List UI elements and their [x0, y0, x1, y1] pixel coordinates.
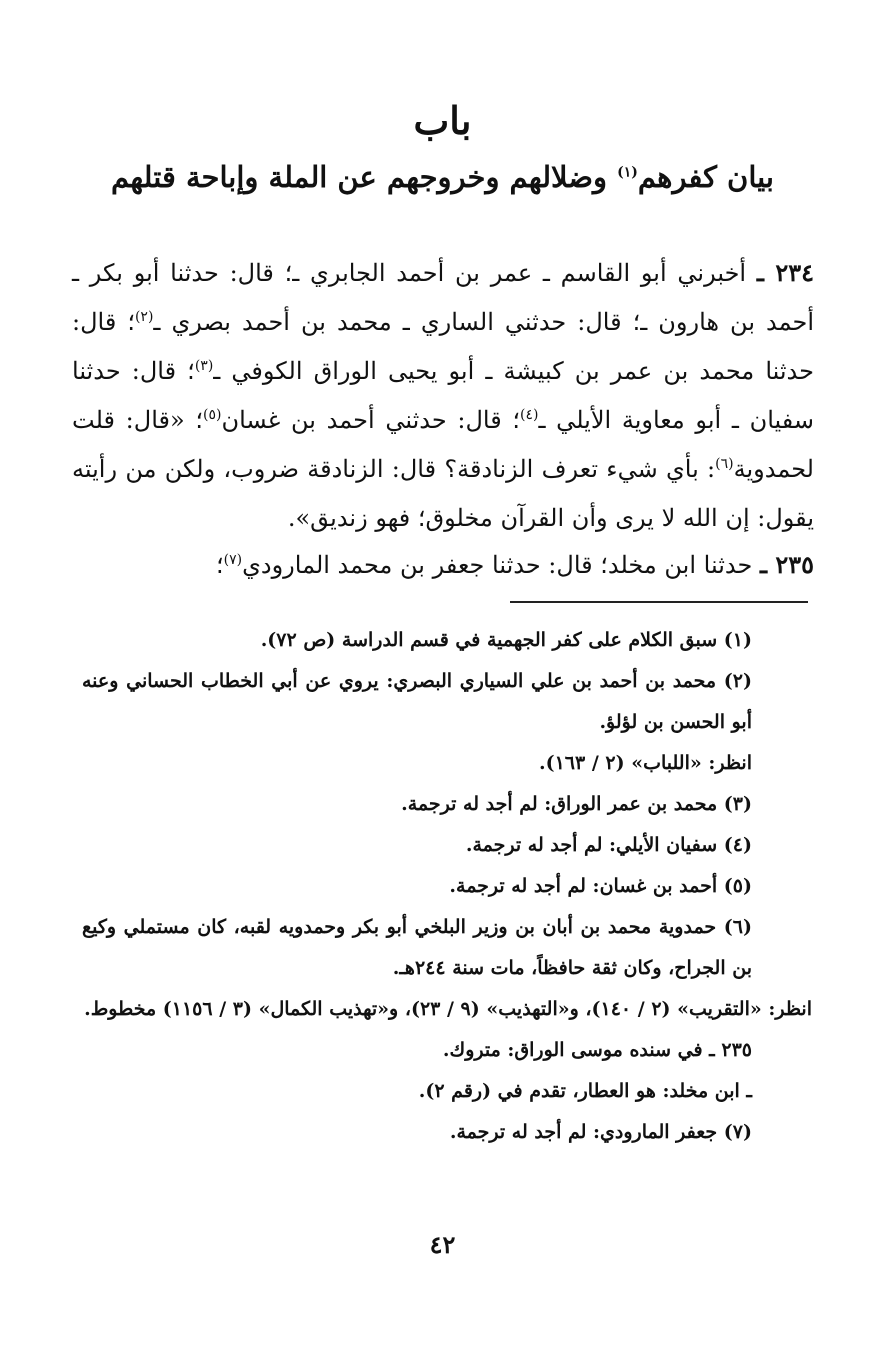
hadith-text: ؛ قال: حدثنا سفيان ـ أبو معاوية الأيلي ـ — [72, 357, 814, 434]
hadith-text: ؛ قال: حدثنا محمد بن عمر بن كبيشة ـ أبو يحيى الوراق الكوفي ـ — [72, 308, 814, 385]
footnote-3: (٣) محمد بن عمر الوراق: لم أجد له ترجمة. — [401, 793, 752, 815]
footnote-5: (٥) أحمد بن غسان: لم أجد له ترجمة. — [449, 875, 752, 897]
footnote-ref-5: (٥) — [202, 407, 222, 423]
footnote-2-reference: انظر: «اللباب» (٢ / ١٦٣). — [538, 752, 752, 774]
footnote-7: (٧) جعفر المارودي: لم أجد له ترجمة. — [449, 1121, 752, 1143]
page-number: ٤٢ — [429, 1230, 456, 1259]
hadith-text: أخبرني أبو القاسم ـ عمر بن أحمد الجابري ـ؛ قال: حدثنا أبو بكر ـ أحمد بن هارون ـ؛ قال: حدثني الساري ـ محمد بن أحمد بصري ـ — [72, 259, 814, 336]
footnote-2: (٢) محمد بن أحمد بن علي السياري البصري: يروي عن أبي الخطاب الحساني وعنه أبو الحسن بن لؤلؤ. — [82, 670, 752, 733]
footnote-ref-7: (٧) — [223, 552, 243, 568]
chapter-heading: باب — [413, 98, 472, 143]
note-hadith-235: ٢٣٥ ـ في سنده موسى الوراق: متروك. — [442, 1039, 752, 1061]
hadith-number: ٢٣٤ ـ — [756, 258, 815, 287]
footnote-1: (١) سبق الكلام على كفر الجهمية في قسم الدراسة (ص ٧٢). — [260, 629, 752, 651]
hadith-235-paragraph — [72, 540, 814, 590]
footnote-ref-2: (٢) — [134, 309, 154, 325]
hadith-text: ؛ «قال: قلت لحمدوية — [72, 406, 814, 483]
footnote-ref-3: (٣) — [194, 358, 214, 374]
hadith-number: ٢٣٥ ـ — [759, 550, 814, 579]
footnote-divider — [510, 601, 808, 603]
footnote-6-reference: انظر: «التقريب» (٢ / ١٤٠)، و«التهذيب» (٩ / ٢٣)، و«تهذيب الكمال» (٣ / ١١٥٦) مخطوط. — [84, 998, 812, 1020]
footnote-ref-4: (٤) — [520, 407, 539, 423]
footnote-ref-6: (٦) — [715, 456, 734, 472]
hadith-text: ؛ قال: حدثني أحمد بن غسان — [221, 406, 520, 434]
chapter-title-text-rest: وضلالهم وخروجهم عن الملة وإباحة قتلهم — [111, 160, 618, 194]
footnote-6: (٦) حمدوية محمد بن أبان بن وزير البلخي أبو بكر وحمدويه لقبه، كان مستملي وكيع بن الجراح، وكان ثقة حافظاً، مات سنة ٢٤٤هـ. — [82, 916, 752, 979]
note-ibn-makhlad: ـ ابن مخلد: هو العطار، تقدم في (رقم ٢). — [418, 1080, 752, 1102]
footnote-4: (٤) سفيان الأيلي: لم أجد له ترجمة. — [465, 834, 752, 856]
hadith-text: : بأي شيء تعرف الزنادقة؟ قال: الزنادقة ضروب، ولكن من رأيته يقول: إن الله لا يرى وأن القرآن مخلوق؛ فهو زنديق». — [72, 455, 814, 532]
chapter-title-text: بيان كفرهم — [637, 160, 774, 194]
hadith-text: حدثنا ابن مخلد؛ قال: حدثنا جعفر بن محمد المارودي — [242, 551, 760, 579]
footnotes-section — [82, 620, 812, 1153]
hadith-234-paragraph — [72, 248, 814, 543]
chapter-title — [60, 152, 825, 202]
footnote-ref-1: (١) — [617, 164, 638, 181]
hadith-text: ؛ — [216, 551, 224, 579]
